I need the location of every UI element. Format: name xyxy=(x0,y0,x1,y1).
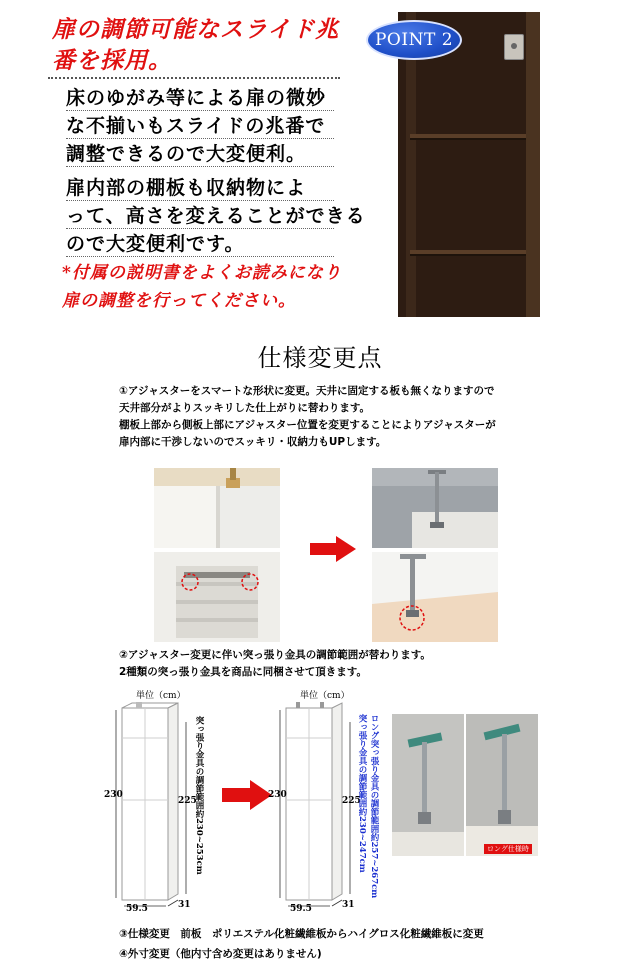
paragraph-hinge-line-2: な不揃いもスライドの兆番で xyxy=(66,114,334,139)
new-adjuster-position-photo xyxy=(372,552,498,642)
old-inner-height: 225 xyxy=(178,796,197,806)
unit-label-old: 単位（cm） xyxy=(136,691,186,701)
old-depth: 31 xyxy=(178,900,191,910)
spec-item-3: ③仕様変更 前板 ポリエステル化粧繊維板からハイグロス化粧繊維板に変更 xyxy=(119,928,484,940)
arrow-right-icon xyxy=(310,536,356,562)
new-adjust-range-2: ロング突っ張り金具の調節範囲約257~267cm xyxy=(369,714,379,899)
paragraph-shelf-line-1: 扉内部の棚板も収納物によ xyxy=(66,176,334,201)
new-adjuster-ceiling-photo xyxy=(372,468,498,548)
old-cabinet-drawing xyxy=(108,702,194,910)
spec-item-1-line-2: 天井部分がよりスッキリした仕上がりに替わります。 xyxy=(119,402,371,414)
headline-divider xyxy=(48,77,340,79)
point-badge: POINT 2 xyxy=(366,20,462,60)
headline-line-1: 扉の調節可能なスライド兆 xyxy=(52,16,340,43)
long-spec-caption: ロング仕様時 xyxy=(484,844,532,854)
unit-label-new: 単位（cm） xyxy=(300,691,350,701)
spec-item-1-line-4: 扉内部に干渉しないのでスッキリ・収納力もUPします。 xyxy=(119,436,387,448)
old-height: 230 xyxy=(104,790,123,800)
new-cabinet-drawing xyxy=(272,702,358,910)
paragraph-shelf-line-2: って、高さを変えることができる xyxy=(66,205,366,227)
paragraph-hinge-line-3: 調整できるので大変便利。 xyxy=(66,142,334,167)
arrow-right-icon-2 xyxy=(222,780,272,810)
spec-item-2 xyxy=(119,647,431,681)
hinge-icon xyxy=(504,34,524,60)
spec-item-2-line-1: ②アジャスター変更に伴い突っ張り金具の調節範囲が替わります。 xyxy=(119,649,431,661)
old-cabinet-interior-photo xyxy=(154,552,280,642)
spec-title: 仕様変更点 xyxy=(257,344,383,372)
paragraph-hinge-line-1: 床のゆがみ等による扉の微妙 xyxy=(66,86,334,111)
long-adjuster-photo xyxy=(392,714,538,856)
old-width: 59.5 xyxy=(126,904,148,914)
spec-item-1-line-1: ①アジャスターをスマートな形状に変更。天井に固定する板も無くなりますので xyxy=(119,385,495,397)
headline xyxy=(52,14,352,76)
old-adjuster-photo xyxy=(154,468,280,548)
new-height: 230 xyxy=(268,790,287,800)
caution-note-line-1: *付属の説明書をよくお読みになり xyxy=(62,263,342,283)
paragraph-shelf-line-3: ので大変便利です。 xyxy=(66,232,334,257)
spec-item-2-line-2: 2種類の突っ張り金具を商品に同梱させて頂きます。 xyxy=(119,666,367,678)
new-depth: 31 xyxy=(342,900,355,910)
new-adjust-range-1: 突っ張り金具の調節範囲約230~247cm xyxy=(357,714,367,873)
new-width: 59.5 xyxy=(290,904,312,914)
headline-line-2: 番を採用。 xyxy=(52,47,172,74)
caution-note-line-2: 扉の調整を行ってください。 xyxy=(62,291,296,311)
spec-item-4: ④外寸変更（他内寸含め変更はありません) xyxy=(119,948,322,960)
new-inner-height: 225 xyxy=(342,796,361,806)
spec-item-1 xyxy=(119,383,496,451)
old-adjust-range: 突っ張り金具の調節範囲約230~253cm xyxy=(194,716,204,875)
spec-item-1-line-3: 棚板上部から側板上部にアジャスター位置を変更することによりアジャスターが xyxy=(119,419,496,431)
